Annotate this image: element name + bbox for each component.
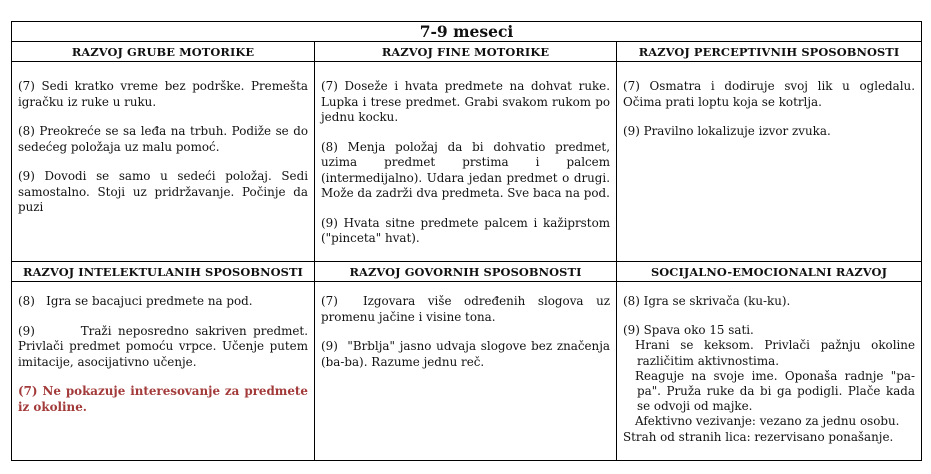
social-last: Strah od stranih lica: rezervisano ponašanje.: [623, 429, 894, 444]
cell-speech: [315, 282, 617, 461]
cell-intellectual: [12, 282, 315, 461]
header-gross-motor: RAZVOJ GRUBE MOTORIKE: [12, 42, 315, 62]
header-fine-motor: RAZVOJ FINE MOTORIKE: [315, 42, 617, 62]
development-table: [11, 21, 922, 461]
intellect-warning: (7) Ne pokazuje interesovanje za predmete iz okoline.: [18, 384, 308, 414]
cell-fine-motor: [315, 62, 617, 262]
fine-age-9: (9) Hvata sitne predmete palcem i kažiprstom ("pinceta" hvat).: [321, 215, 610, 245]
social-age-9: (9) Spava oko 15 sati.: [623, 323, 754, 338]
social-item: Reaguje na svoje ime. Oponaša radnje "pa-pa". Pruža ruke da bi ga podigli. Plače kada se odvoji od majke.: [635, 368, 915, 414]
intellect-age-8: (8) Igra se bacajuci predmete na pod.: [18, 294, 253, 308]
header-intellectual: RAZVOJ INTELEKTULANIH SPOSOBNOSTI: [12, 262, 315, 282]
cell-perceptive: [617, 62, 922, 262]
cell-social-emotional: [617, 282, 922, 461]
fine-age-7: (7) Doseže i hvata predmete na dohvat ruke. Lupka i trese predmet. Grabi svakom rukom po jednu kocku.: [321, 79, 610, 124]
speech-age-9: (9) "Brblja" jasno udvaja slogove bez značenja (ba-ba). Razume jednu reč.: [321, 339, 614, 369]
header-social-emotional: SOCIJALNO-EMOCIONALNI RAZVOJ: [617, 262, 922, 282]
fine-age-8: (8) Menja položaj da bi dohvatio predmet, uzima predmet prstima i palcem (intermedijalno). Udara jedan predmet o drugi. Može da zadrži dva predmeta. Sve baca na pod.: [321, 139, 610, 200]
perceptive-age-9: (9) Pravilno lokalizuje izvor zvuka.: [623, 124, 831, 138]
table-title: 7-9 meseci: [12, 22, 922, 42]
speech-age-7: (7) Izgovara više određenih slogova uz promenu jačine i visine tona.: [321, 294, 614, 324]
social-age-8: (8) Igra se skrivača (ku-ku).: [623, 294, 791, 308]
social-item: Hrani se keksom. Privlači pažnju okoline različitim aktivnostima.: [635, 338, 915, 368]
header-speech: RAZVOJ GOVORNIH SPOSOBNOSTI: [315, 262, 617, 282]
social-item: Afektivno vezivanje: vezano za jednu osobu.: [635, 414, 900, 429]
gross-age-9: (9) Dovodi se samo u sedeći položaj. Sedi samostalno. Stoji uz pridržavanje. Počinje da puzi: [18, 169, 308, 214]
intellect-age-9: (9) Traži neposredno sakriven predmet. Privlači predmet pomoću vrpce. Učenje putem imitacije, asocijativno učenje.: [18, 323, 312, 369]
header-perceptive: RAZVOJ PERCEPTIVNIH SPOSOBNOSTI: [617, 42, 922, 62]
gross-age-7: (7) Sedi kratko vreme bez podrške. Premešta igračku iz ruke u ruku.: [18, 79, 308, 109]
gross-age-8: (8) Preokreće se sa leđa na trbuh. Podiže se do sedećeg položaja uz malu pomoć.: [18, 124, 308, 154]
perceptive-age-7: (7) Osmatra i dodiruje svoj lik u ogledalu. Očima prati loptu koja se kotrlja.: [623, 79, 915, 109]
cell-gross-motor: [12, 62, 315, 262]
